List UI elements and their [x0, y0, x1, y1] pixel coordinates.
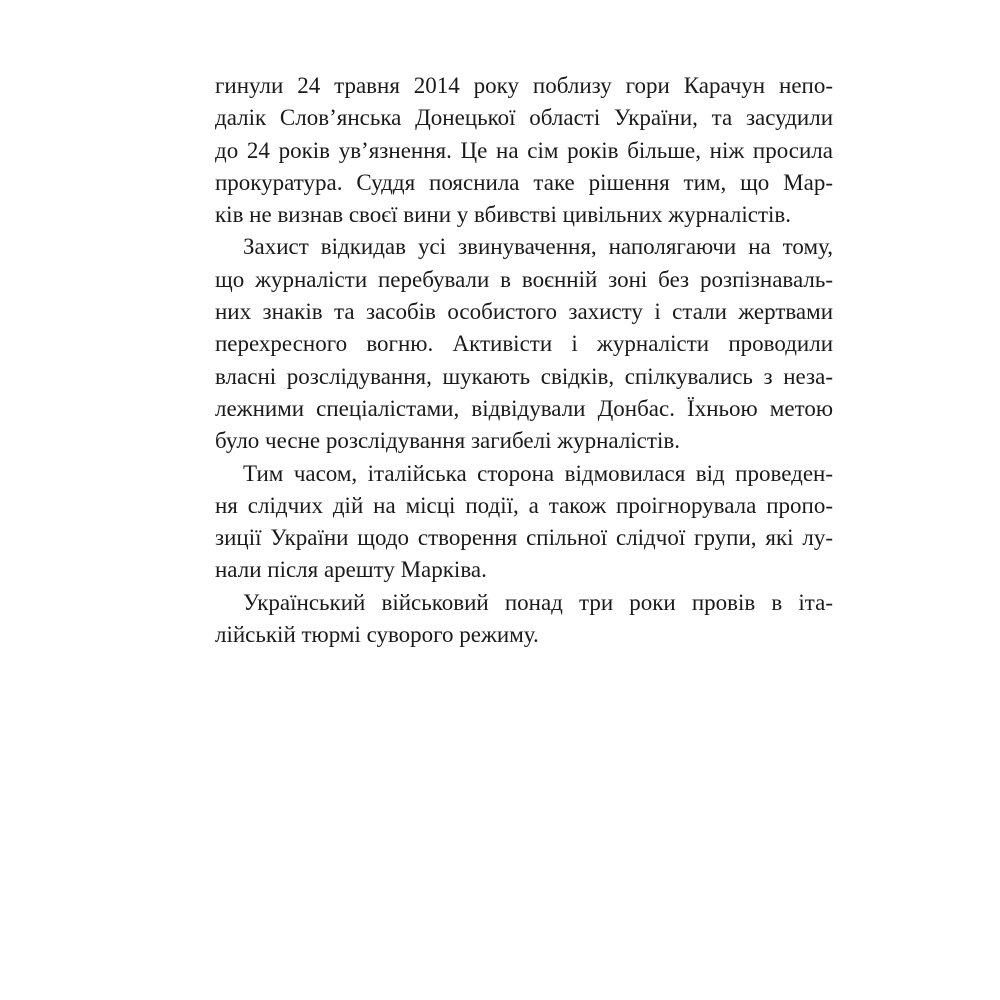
- paragraph: [215, 70, 833, 231]
- text-line: зиції України щодо створення спільної слідчої групи, які лу-: [215, 525, 833, 551]
- text-line: прокуратура. Суддя пояснила таке рішення тим, що Мар-: [215, 169, 833, 195]
- text-line: Український військовий понад три роки провів в іта-: [243, 589, 833, 615]
- text-line: далік Слов’янська Донецької області України, та засудили: [215, 105, 833, 131]
- text-line: перехресного вогню. Активісти і журналісти проводили: [215, 331, 833, 357]
- document-page: [215, 70, 833, 651]
- text-line: ків не визнав своєї вини у вбивстві цивільних журналістів.: [215, 202, 792, 228]
- text-line: гинули 24 травня 2014 року поблизу гори Карачун непо-: [215, 73, 833, 98]
- text-line: лійській тюрмі суворого режиму.: [215, 622, 539, 648]
- paragraph: [215, 458, 833, 587]
- text-line: них знаків та засобів особистого захисту і стали жертвами: [215, 299, 833, 325]
- text-line: Тим часом, італійська сторона відмовилася від проведен-: [243, 460, 833, 486]
- text-line: Захист відкидав усі звинувачення, наполягаючи на тому,: [243, 234, 833, 260]
- text-line: лежними спеціалістами, відвідували Донбас. Їхньою метою: [215, 395, 833, 421]
- text-line: було чесне розслідування загибелі журналістів.: [215, 428, 680, 454]
- text-line: що журналісти перебували в воєнній зоні без розпізнаваль-: [215, 266, 833, 292]
- text-line: нали після арешту Марківа.: [215, 557, 487, 583]
- paragraph: [215, 587, 833, 652]
- paragraph: [215, 231, 833, 457]
- text-line: до 24 років ув’язнення. Це на сім років більше, ніж просила: [215, 137, 833, 163]
- text-line: власні розслідування, шукають свідків, спілкувались з неза-: [215, 363, 833, 389]
- text-line: ня слідчих дій на місці події, а також проігнорувала пропо-: [215, 492, 833, 518]
